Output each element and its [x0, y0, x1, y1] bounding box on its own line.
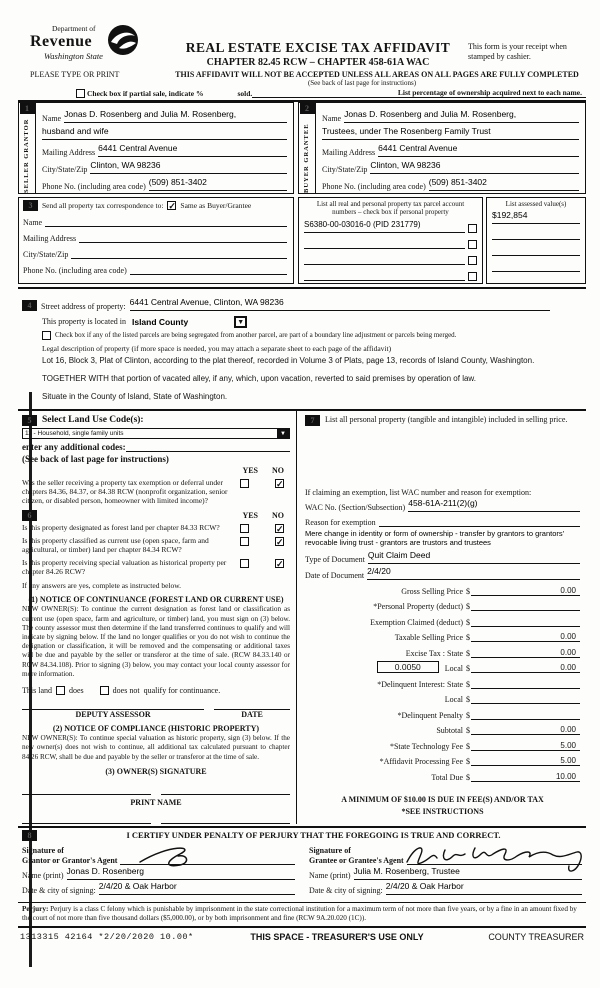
buyer-name-field[interactable]: Jonas D. Rosenberg and Julia M. Rosenberg,	[344, 104, 579, 123]
buyer-section	[298, 102, 586, 194]
money-label-processing-fee: *Affidavit Processing Fee	[379, 757, 463, 767]
land-use-select[interactable]	[22, 428, 290, 439]
form-title: REAL ESTATE EXCISE TAX AFFIDAVIT	[185, 40, 451, 55]
money-label-subtotal: Subtotal	[436, 726, 463, 736]
parcel-personal-checkbox-1[interactable]	[468, 224, 477, 233]
money-label-personal: *Personal Property (deduct)	[373, 602, 463, 612]
owner-signature-title: (3) OWNER(S) SIGNATURE	[105, 766, 207, 776]
section-5-number: 5	[22, 415, 37, 426]
grantor-sig-label-2: Grantor or Grantor's Agent	[22, 855, 118, 865]
form-chapter: CHAPTER 82.45 RCW – CHAPTER 458-61A WAC	[206, 57, 430, 68]
additional-codes-field[interactable]	[126, 443, 290, 452]
dor-logo	[18, 24, 168, 68]
parcel-field-2[interactable]	[304, 240, 465, 249]
assessed-field-1[interactable]: $192,854	[492, 205, 580, 224]
chevron-down-icon[interactable]: ▼	[277, 429, 289, 438]
seller-section	[18, 102, 294, 194]
grantee-name-label: Name (print)	[309, 870, 351, 880]
money-label-delinq-local: Local	[444, 695, 463, 705]
money-field-excise-local[interactable]: 0.00	[471, 663, 580, 673]
corr-phone-field[interactable]	[130, 266, 287, 275]
buyer-city-label: City/State/Zip	[322, 165, 368, 174]
parcel-personal-checkbox-4[interactable]	[468, 272, 477, 281]
property-section	[18, 287, 586, 411]
owner-signature-line-1[interactable]	[22, 794, 151, 795]
buyer-mailing-field[interactable]: 6441 Central Avenue	[378, 138, 579, 157]
grantee-signature-block	[309, 843, 582, 895]
exemption-no-checkbox[interactable]: ✓	[276, 478, 284, 489]
this-land-label: This land	[22, 686, 52, 696]
minimum-note: A MINIMUM OF $10.00 IS DUE IN FEE(S) AND/OR TAX	[341, 794, 544, 804]
grantee-name-field[interactable]: Julia M. Rosenberg, Trustee	[354, 861, 582, 880]
section-4-number: 4	[22, 300, 37, 311]
assessed-field-4[interactable]	[492, 263, 580, 272]
land-use-see-back: (See back of last page for instructions)	[22, 453, 169, 464]
forest-land-question: Is this property designated as forest land per chapter 84.33 RCW?	[22, 522, 220, 532]
treasurer-space-label: THIS SPACE - TREASURER'S USE ONLY	[250, 932, 424, 943]
grantor-name-label: Name (print)	[22, 870, 64, 880]
personal-property-label: List all personal property (tangible and intangible) included in selling price.	[325, 414, 568, 424]
forest-yes-checkbox[interactable]	[240, 524, 249, 533]
treasurer-footer	[18, 932, 586, 942]
money-field-exemption[interactable]	[471, 617, 580, 627]
buyer-city-field[interactable]: Clinton, WA 98236	[370, 155, 579, 174]
notice-continuance-body: NEW OWNER(S): To continue the current designation as forest land or classification as current use (open space, farm and agriculture, or timber) land, you must sign on (3) below. The county assessor must then determine if the land transferred continues to qualify and will indicate by signing below. If the land no longer qualifies or you do not wish to continue the designation or classification, it will be removed and the compensating or additional taxes will be due and payable by the seller or transferor at the time of sale. (RCW 84.33.140 or RCW 84.34.108). Prior to signing (3) below, you may contact your local county assessor for more information.	[22, 605, 290, 678]
land-use-selected-value: 11 - Household, single family units	[25, 429, 124, 437]
grantor-signature-block	[22, 843, 295, 895]
logo-revenue-text: Revenue	[30, 33, 93, 50]
assessed-field-2[interactable]	[492, 231, 580, 240]
section-2-number: 2	[300, 103, 315, 114]
street-address-field[interactable]: 6441 Central Avenue, Clinton, WA 98236	[130, 292, 550, 311]
perjury-lead: Perjury:	[22, 904, 49, 913]
exemption-claim-note: If claiming an exemption, list WAC number and reason for exemption:	[305, 487, 532, 497]
does-not-checkbox[interactable]	[100, 686, 109, 695]
segregated-label: Check box if any of the listed parcels are being segregated from another parcel, are part of a boundary line adjustment or parcels being merged.	[55, 331, 457, 340]
certify-statement: I CERTIFY UNDER PENALTY OF PERJURY THAT THE FOREGOING IS TRUE AND CORRECT.	[126, 830, 501, 841]
money-field-total-due[interactable]: 10.00	[471, 772, 580, 782]
corr-name-label: Name	[23, 218, 43, 227]
logo-state-text: Washington State	[44, 51, 103, 61]
form-header	[18, 24, 586, 68]
money-label-total-due: Total Due	[431, 772, 463, 782]
parcel-field-1[interactable]: S6380-00-03016-0 (PID 231779)	[304, 214, 465, 233]
please-type-note: PLEASE TYPE OR PRINT	[30, 70, 120, 79]
historic-yes-checkbox[interactable]	[240, 559, 249, 568]
partial-sale-checkbox[interactable]	[76, 89, 85, 98]
parcel-personal-checkbox-3[interactable]	[468, 256, 477, 265]
corr-city-label: City/State/Zip	[23, 250, 69, 259]
current-use-question: Is this property classified as current use (open space, farm and agricultural, or timber) land per chapter 84.34 RCW?	[22, 535, 209, 555]
yes-header-6: YES	[242, 510, 258, 520]
date-of-document-field[interactable]: 2/4/20	[367, 561, 580, 580]
segregated-checkbox[interactable]	[42, 331, 51, 340]
if-yes-note: If any answers are yes, complete as instructed below.	[22, 581, 182, 591]
money-field-taxable[interactable]: 0.00	[471, 632, 580, 642]
print-name-line-2[interactable]	[161, 823, 290, 824]
street-address-label: Street address of property:	[41, 301, 126, 311]
county-treasurer-label: COUNTY TREASURER	[488, 932, 584, 943]
does-label: does	[69, 686, 84, 696]
grantee-sig-label-2: Grantee or Grantee's Agent	[309, 855, 404, 865]
money-field-subtotal[interactable]: 0.00	[471, 725, 580, 735]
historic-question: Is this property receiving special valuation as historical property per chapter 84.26 RCW?	[22, 557, 227, 576]
seller-city-field[interactable]: Clinton, WA 98236	[90, 155, 287, 174]
legal-description-line3: Situate in the County of Island, State of Washington.	[42, 392, 228, 402]
parcel-numbers-section	[298, 197, 483, 284]
wac-label: WAC No. (Section/Subsection)	[305, 502, 406, 512]
land-use-column	[18, 411, 296, 824]
local-rate-box[interactable]: 0.0050	[377, 661, 439, 673]
reason-label: Reason for exemption	[305, 517, 376, 527]
seller-city-label: City/State/Zip	[42, 165, 88, 174]
seller-mailing-field[interactable]: 6441 Central Avenue	[98, 138, 287, 157]
partial-sale-label: Check box if partial sale, indicate %	[87, 89, 204, 98]
exemption-question: Was the seller receiving a property tax exemption or deferral under chapters 84.36, 84.37, or 84.38 RCW (nonprofit organization, senior citizen, or disabled person, homeowner with limited income)?	[22, 477, 228, 506]
grantor-date-label: Date & city of signing:	[22, 885, 96, 895]
parcel-personal-checkbox-2[interactable]	[468, 240, 477, 249]
legal-description-line1: Lot 16, Block 3, Plat of Clinton, according to the plat thereof, recorded in Volume 3 of Plats, page 13, records of Island County, Washington.	[42, 355, 535, 365]
assessed-header: List assessed value(s)	[505, 200, 567, 208]
no-header-5: NO	[272, 465, 284, 475]
corr-city-field[interactable]	[71, 250, 287, 259]
notice-compliance-title: (2) NOTICE OF COMPLIANCE (HISTORIC PROPERTY)	[52, 724, 260, 734]
corr-phone-label: Phone No. (including area code)	[23, 266, 127, 275]
exemption-yes-checkbox[interactable]	[240, 479, 249, 488]
money-field-penalty[interactable]	[471, 710, 580, 720]
section-8-number: 8	[22, 830, 37, 841]
correspondence-label: Send all property tax correspondence to:	[42, 201, 164, 210]
section-7-number: 7	[305, 415, 320, 426]
money-label-exemption: Exemption Claimed (deduct)	[370, 617, 463, 627]
logo-dept-text: Department of	[52, 24, 96, 33]
corr-name-field[interactable]	[45, 218, 287, 227]
parcel-field-4[interactable]	[304, 272, 465, 281]
grantee-sig-label-1: Signature of	[309, 846, 351, 856]
reason-value-line1: Mere change in identity or form of ownership - transfer by grantors to grantors'	[305, 528, 565, 538]
grantee-date-label: Date & city of signing:	[309, 885, 383, 895]
type-of-document-field[interactable]: Quit Claim Deed	[368, 545, 580, 564]
reason-field[interactable]	[379, 518, 580, 527]
current-use-no-checkbox[interactable]: ✓	[276, 536, 284, 547]
wac-field[interactable]: 458-61A-211(2)(g)	[408, 493, 580, 512]
reason-value-line2: revocable living trust - grantors are trustors and trustees	[305, 538, 491, 548]
parcel-field-3[interactable]	[304, 256, 465, 265]
dor-swirl-icon	[105, 22, 141, 58]
current-use-yes-checkbox[interactable]	[240, 537, 249, 546]
seller-name-label: Name	[42, 114, 62, 123]
legal-description-label: Legal description of property (if more space is needed, you may attach a separate sheet to each page of the affidavit)	[42, 343, 392, 353]
assessed-field-3[interactable]	[492, 247, 580, 256]
money-field-delinq-state[interactable]	[471, 679, 580, 689]
money-field-excise-state[interactable]: 0.00	[471, 648, 580, 658]
parcel-header-2: numbers – check box if personal property	[332, 208, 449, 217]
money-field-gross[interactable]: 0.00	[471, 586, 580, 596]
warning-note: THIS AFFIDAVIT WILL NOT BE ACCEPTED UNLESS ALL AREAS ON ALL PAGES ARE FULLY COMPLETED	[175, 70, 579, 79]
grantor-date-field[interactable]: 2/4/20 & Oak Harbor	[99, 876, 295, 895]
print-name-label: PRINT NAME	[130, 797, 182, 807]
grantor-sig-label-1: Signature of	[22, 846, 64, 856]
seller-name-field-2[interactable]: husband and wife	[42, 121, 287, 140]
yes-header-5: YES	[242, 465, 258, 475]
certification-section	[18, 826, 586, 899]
buyer-name-label: Name	[322, 114, 342, 123]
buyer-phone-label: Phone No. (including area code)	[322, 182, 426, 191]
money-label-excise-local: Local	[444, 664, 463, 674]
see-instructions-note: *SEE INSTRUCTIONS	[401, 806, 484, 816]
does-checkbox[interactable]	[56, 686, 65, 695]
notice-compliance-body: NEW OWNER(S): To continue special valuation as historic property, sign (3) below. If the new owner(s) does not wish to continue, all additional tax calculated pursuant to chapter 84.26 RCW, shall be due and payable by the seller or transferor at the time of sale.	[22, 734, 290, 761]
sale-column: 7 List all personal property (tangible and intangible) included in selling price. If claiming an exemption, list WAC number and reason for exemption: WAC No. (Section/Subsection) 458-61A-211(2)(g) Reason for exemption Mere change in identity or form of ownership - transfer by grantors to grantors' revocable living trust - grantors are trustors and trustees Type of Document Quit Claim Deed Date of Document 2/4/20 Gross Selling Price $ 0.00 *Personal Property (deduct) $ Exemption Claimed (deduct) $ Taxable Selling Price $ 0.00 Excise Tax : State $ 0.00 0.0050 Local $ 0.00 *Delinquent Interest: State $ Local $ *Delinquent Penalty $ Subtotal $ 0.00 *State Technology Fee $ 5.00 *Affidavit Processing Fee $ 5.00 Total Due $ 10.00 A MINIMUM OF $10.00 IS DUE IN FEE(S) AND/OR TAX *SEE INSTRUCTIONS	[296, 411, 586, 824]
money-label-gross: Gross Selling Price	[401, 586, 463, 596]
qualify-label: qualify for continuance.	[143, 686, 221, 696]
grantor-name-field[interactable]: Jonas D. Rosenberg	[67, 861, 295, 880]
section-6-number: 6	[22, 510, 37, 521]
see-back-note: (See back of last page for instructions)	[307, 79, 417, 87]
perjury-notice	[18, 902, 586, 928]
money-field-tech-fee[interactable]: 5.00	[471, 741, 580, 751]
money-label-taxable: Taxable Selling Price	[394, 633, 463, 643]
grantee-date-field[interactable]: 2/4/20 & Oak Harbor	[386, 876, 582, 895]
buyer-name-field-2[interactable]: Trustees, under The Rosenberg Family Trust	[322, 121, 579, 140]
type-of-document-label: Type of Document	[305, 555, 365, 565]
does-not-label: does not	[112, 686, 140, 696]
historic-no-checkbox[interactable]: ✓	[276, 558, 284, 569]
located-value: Island County	[131, 316, 189, 327]
legal-description-line2: TOGETHER WITH that portion of vacated alley, if any, which, upon vacation, reverted to said premises by operation of law.	[42, 373, 476, 383]
seller-phone-field[interactable]: (509) 851-3402	[149, 172, 287, 191]
seller-name-field[interactable]: Jonas D. Rosenberg and Julia M. Rosenberg,	[64, 104, 287, 123]
money-field-processing-fee[interactable]: 5.00	[471, 756, 580, 766]
money-label-delinq-state: *Delinquent Interest: State	[377, 679, 463, 689]
date-of-document-label: Date of Document	[305, 571, 365, 581]
seller-side-label: SELLER GRANTOR	[23, 118, 31, 193]
seller-phone-label: Phone No. (including area code)	[42, 182, 146, 191]
section-1-number: 1	[20, 103, 35, 114]
no-header-6: NO	[272, 510, 284, 520]
money-field-delinq-local[interactable]	[471, 694, 580, 704]
receipt-note: This form is your receipt when stamped by cashier.	[468, 42, 567, 61]
corr-mailing-label: Mailing Address	[23, 234, 77, 243]
buyer-mailing-label: Mailing Address	[322, 148, 376, 157]
sold-label: sold.	[237, 89, 253, 98]
owner-signature-line-2[interactable]	[161, 794, 290, 795]
notice-continuance-title: (1) NOTICE OF CONTINUANCE (FOREST LAND OR CURRENT USE)	[28, 595, 284, 605]
perjury-text: Perjury is a class C felony which is punishable by imprisonment in the state correctional institution for a maximum term of not more than five years, or by a fine in an amount fixed by the court of not more than five thousand dollars ($5,000.00), or by both imprisonment and fine (RCW 9A.20.020 (1C)).	[22, 904, 577, 923]
forest-no-checkbox[interactable]: ✓	[276, 523, 284, 534]
deputy-date-label: DATE	[241, 710, 263, 720]
land-use-title: Select Land Use Code(s):	[42, 415, 144, 426]
correspondence-section	[18, 197, 294, 284]
corr-mailing-field[interactable]	[79, 234, 287, 243]
county-dropdown[interactable]: ▼	[234, 316, 247, 328]
same-as-buyer-label: Same as Buyer/Grantee	[180, 201, 252, 210]
assessed-values-section	[486, 197, 586, 284]
buyer-side-label: BUYER GRANTEE	[303, 123, 311, 193]
parcel-header-1: List all real and personal property tax parcel account	[316, 200, 465, 208]
deputy-assessor-label: DEPUTY ASSESSOR	[75, 710, 151, 720]
reet-affidavit-form	[18, 24, 586, 942]
print-name-line-1[interactable]	[22, 823, 151, 824]
money-label-penalty: *Delinquent Penalty	[397, 710, 463, 720]
same-as-buyer-checkbox[interactable]: ✓	[168, 201, 176, 211]
money-label-tech-fee: *State Technology Fee	[389, 741, 463, 751]
cashier-stamp: 1313315 42164 *2/20/2020 10.00*	[20, 932, 194, 943]
additional-codes-label: enter any additional codes:	[22, 441, 126, 452]
seller-mailing-label: Mailing Address	[42, 148, 96, 157]
buyer-phone-field[interactable]: (509) 851-3402	[429, 172, 579, 191]
money-label-excise-state: Excise Tax : State	[405, 648, 463, 658]
ownership-note: List percentage of ownership acquired next to each name.	[252, 88, 586, 98]
section-3-number: 3	[23, 200, 38, 211]
located-label: This property is located in	[42, 317, 126, 327]
money-field-personal[interactable]	[471, 601, 580, 611]
